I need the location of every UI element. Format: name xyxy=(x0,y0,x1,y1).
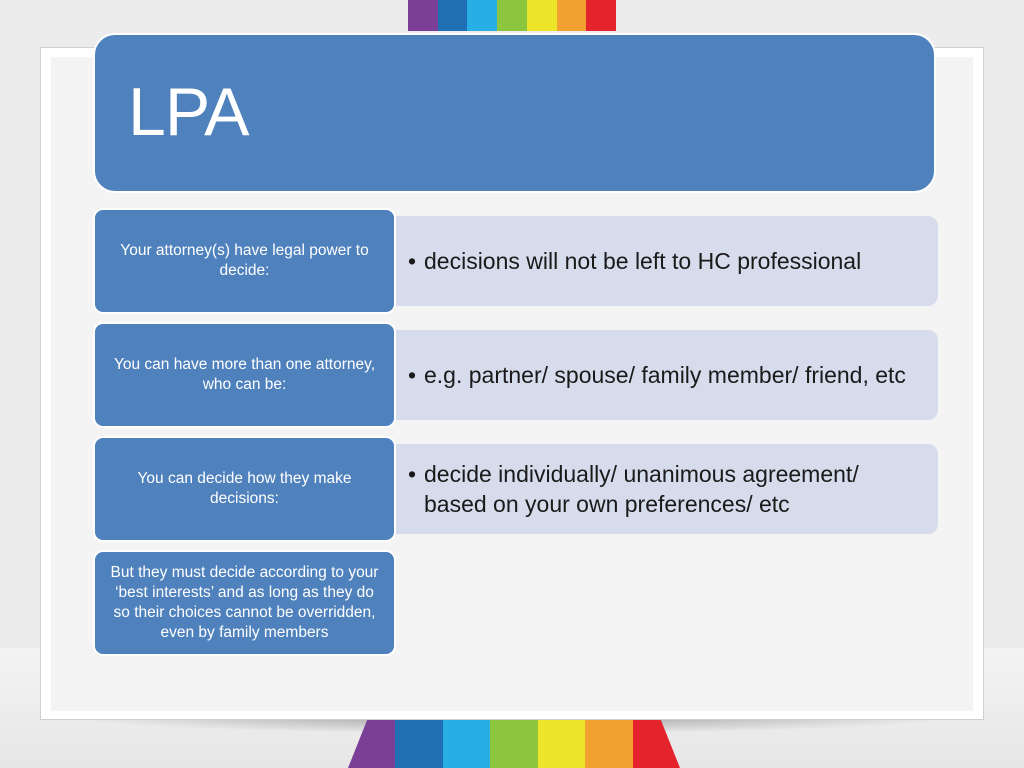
label-text-3: You can decide how they make decisions: xyxy=(137,470,352,507)
final-note-text: But they must decide according to your ‘best interests’ and as long as they do so their choices cannot be overridden, even by family members xyxy=(110,564,379,641)
label-box-1 xyxy=(93,208,396,314)
content-box-3 xyxy=(384,444,938,534)
bullet-icon: • xyxy=(408,248,417,274)
bullet-icon: • xyxy=(408,461,417,487)
bullet-icon: • xyxy=(408,362,417,388)
content-box-2 xyxy=(384,330,938,420)
label-box-2 xyxy=(93,322,396,428)
label-box-3 xyxy=(93,436,396,542)
content-text-1: decisions will not be left to HC professional xyxy=(424,248,862,274)
label-text-1: Your attorney(s) have legal power to decide: xyxy=(120,242,369,279)
content-box-1 xyxy=(384,216,938,306)
rainbow-strip-bottom xyxy=(348,718,680,768)
content-text-2: e.g. partner/ spouse/ family member/ friend, etc xyxy=(424,362,906,388)
rainbow-strip-top xyxy=(408,0,616,31)
label-box-final xyxy=(93,550,396,656)
content-text-3: decide individually/ unanimous agreement/ based on your own preferences/ etc xyxy=(424,461,859,517)
label-text-2: You can have more than one attorney, who can be: xyxy=(113,356,376,393)
slide-title: LPA xyxy=(128,74,249,150)
